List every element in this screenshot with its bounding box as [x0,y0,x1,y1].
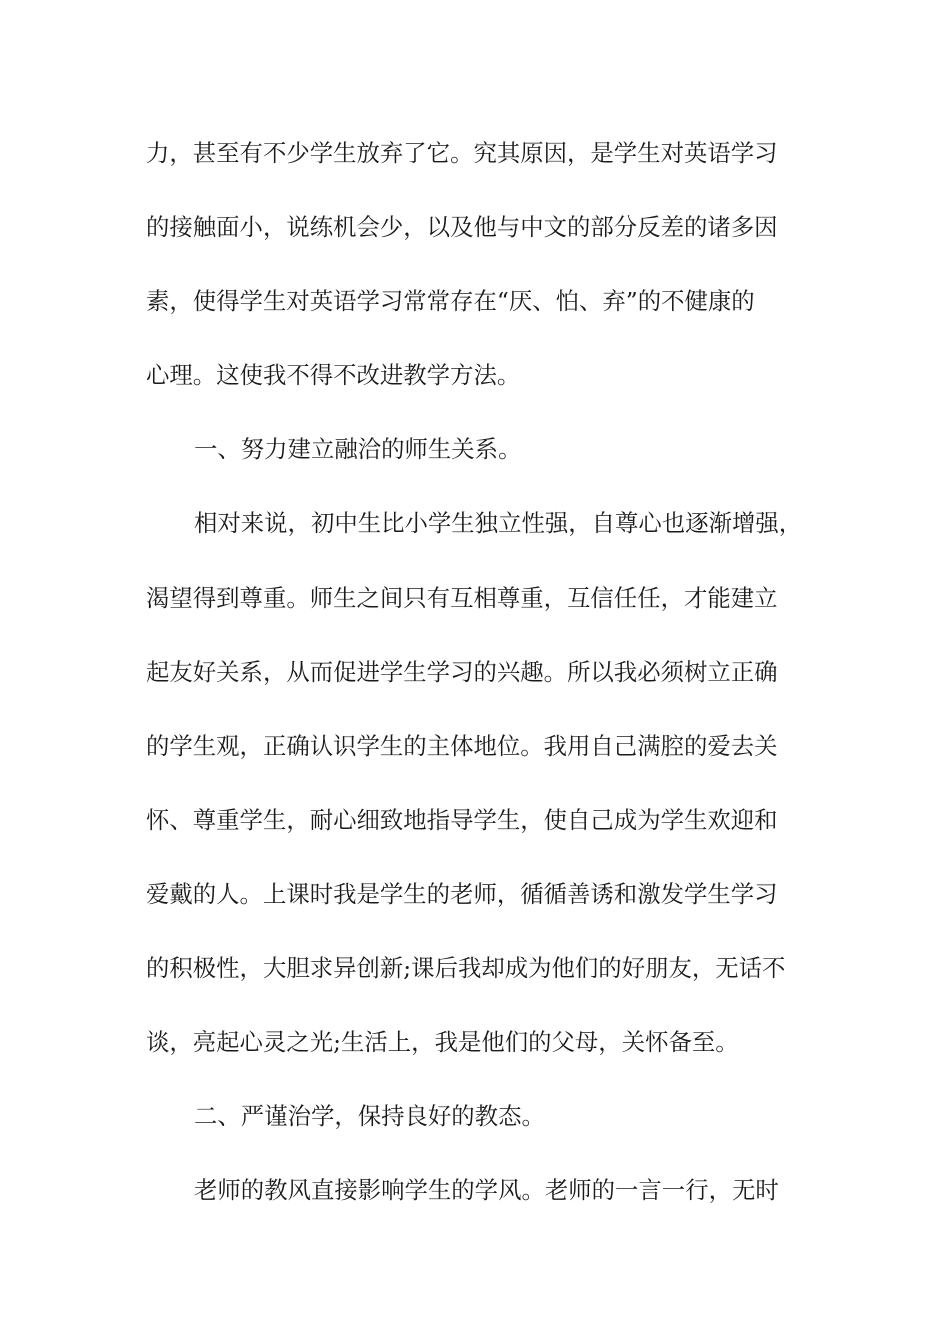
paragraph-line: 爱戴的人。上课时我是学生的老师，循循善诱和激发学生学习 [146,880,778,908]
paragraph-line: 的接触面小，说练机会少，以及他与中文的部分反差的诸多因 [146,213,778,241]
paragraph-line: 的学生观，正确认识学生的主体地位。我用自己满腔的爱去关 [146,732,778,760]
paragraph-line: 心理。这使我不得不改进教学方法。 [146,361,521,389]
paragraph-line: 相对来说，初中生比小学生独立性强，自尊心也逐渐增强， [194,509,803,537]
paragraph-line: 起友好关系，从而促进学生学习的兴趣。所以我必须树立正确 [146,658,778,686]
paragraph-line: 怀、尊重学生，耐心细致地指导学生，使自己成为学生欢迎和 [146,806,778,834]
paragraph-line: 的积极性，大胆求异创新;课后我却成为他们的好朋友，无话不 [146,954,786,982]
paragraph-line: 渴望得到尊重。师生之间只有互相尊重，互信任任，才能建立 [146,584,778,612]
paragraph-line: 素，使得学生对英语学习常常存在“厌、怕、弃”的不健康的 [146,287,755,315]
paragraph-line: 力，甚至有不少学生放弃了它。究其原因，是学生对英语学习 [146,139,778,167]
paragraph-line: 老师的教风直接影响学生的学风。老师的一言一行，无时 [194,1176,779,1204]
paragraph-line: 谈，亮起心灵之光;生活上，我是他们的父母，关怀备至。 [146,1028,739,1056]
section-heading: 一、努力建立融洽的师生关系。 [194,435,522,463]
section-heading: 二、严谨治学，保持良好的教态。 [194,1102,545,1130]
